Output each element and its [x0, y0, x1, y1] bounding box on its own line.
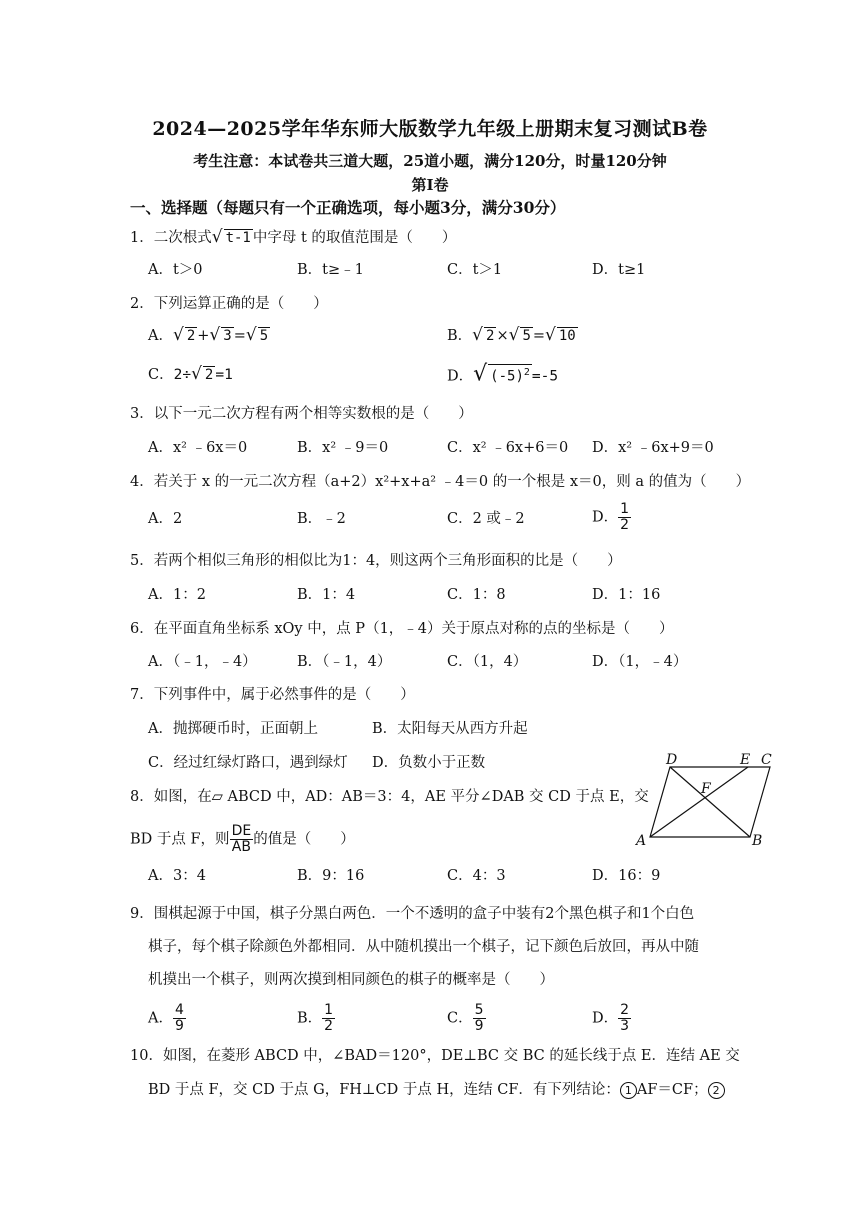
- option-b: B．x² ﹣9＝0: [297, 440, 389, 456]
- question-4: 4．若关于 x 的一元二次方程（a+2）x²+x+a² ﹣4＝0 的一个根是 x＝0，则 a 的值为（ ）: [130, 474, 751, 490]
- circled-number-2: 2: [708, 1082, 725, 1099]
- option-d: D．t≥1: [592, 262, 646, 278]
- option-b: B．﹣2: [297, 511, 346, 527]
- option-d: D．（1，﹣4）: [592, 654, 688, 670]
- option-c: C．2÷√ 2 =1: [148, 364, 233, 384]
- option-c: C．经过红绿灯路口，遇到绿灯: [148, 755, 348, 771]
- option-d: D．1：16: [592, 587, 661, 603]
- question-9-line-2: 棋子，每个棋子除颜色外都相同．从中随机摸出一个棋子，记下颜色后放回，再从中随: [148, 939, 699, 955]
- option-b: B．太阳每天从西方升起: [372, 721, 528, 737]
- question-text: 1．二次根式: [130, 230, 212, 246]
- label-b: B: [752, 833, 763, 849]
- option-a: A．x² ﹣6x＝0: [148, 440, 248, 456]
- option-c: C． $\frac{5}{9}$: [447, 1002, 484, 1034]
- exam-title: 2024—2025学年华东师大版数学九年级上册期末复习测试B卷: [152, 118, 708, 140]
- option-a: A．t＞0: [148, 262, 203, 278]
- circled-number-1: 1: [620, 1082, 637, 1099]
- option-a: A．2: [148, 511, 183, 527]
- option-c: C．（1，4）: [447, 654, 528, 670]
- option-c: C．x² ﹣6x+6＝0: [447, 440, 569, 456]
- question-10-line-1: 10．如图，在菱形 ABCD 中，∠BAD＝120°，DE⊥BC 交 BC 的延长线于点 E．连结 AE 交: [130, 1048, 740, 1064]
- option-d: D．x² ﹣6x+9＝0: [592, 440, 714, 456]
- question-9-line-1: 9．围棋起源于中国，棋子分黑白两色．一个不透明的盒子中装有2个黑色棋子和1个白色: [130, 906, 695, 922]
- option-c: C．4：3: [447, 868, 506, 884]
- label-e: E: [740, 752, 751, 768]
- option-b: B．9：16: [297, 868, 365, 884]
- option-d: D．16：9: [592, 868, 661, 884]
- option-d: D． $\frac{1}{2}$: [592, 501, 630, 533]
- question-text: 中字母 t 的取值范围是（ ）: [252, 230, 457, 246]
- volume-label: 第Ⅰ卷: [411, 176, 449, 194]
- option-c: C．1：8: [447, 587, 506, 603]
- option-d: D．负数小于正数: [372, 755, 486, 771]
- question-9-line-3: 机摸出一个棋子，则两次摸到相同颜色的棋子的概率是（ ）: [148, 972, 554, 988]
- option-a: A．√ 2 +√ 3 =√ 5: [148, 325, 269, 345]
- option-d: D． $\frac{2}{3}$: [592, 1002, 630, 1034]
- question-8-line-1: 8．如图，在▱ ABCD 中，AD：AB＝3：4，AE 平分∠DAB 交 CD 于点 E，交: [130, 789, 649, 805]
- option-b: B．1：4: [297, 587, 356, 603]
- question-6: 6．在平面直角坐标系 xOy 中，点 P（1，﹣4）关于原点对称的点的坐标是（ ）: [130, 621, 674, 637]
- option-b: B． $\frac{1}{2}$: [297, 1002, 334, 1034]
- option-b: B．t≥﹣1: [297, 262, 364, 278]
- option-b: B．（﹣1，4）: [297, 654, 392, 670]
- parallelogram-figure: [630, 750, 780, 850]
- exam-notice: 考生注意：本试卷共三道大题，25道小题，满分120分，时量120分钟: [193, 152, 667, 170]
- option-c: C．t＞1: [447, 262, 503, 278]
- question-7: 7．下列事件中，属于必然事件的是（ ）: [130, 687, 415, 703]
- option-a: A．抛掷硬币时，正面朝上: [148, 721, 318, 737]
- question-10-line-2: BD 于点 F，交 CD 于点 G，FH⊥CD 于点 H，连结 CF．有下列结论： 1 AF＝CF； 2: [148, 1080, 725, 1100]
- option-a: A． $\frac{4}{9}$: [148, 1002, 184, 1034]
- section-heading: 一、选择题（每题只有一个正确选项，每小题3分，满分30分）: [130, 198, 566, 217]
- question-3: 3．以下一元二次方程有两个相等实数根的是（ ）: [130, 406, 473, 422]
- option-c: C．2 或﹣2: [447, 511, 525, 527]
- label-f: F: [701, 781, 711, 797]
- option-b: B．√ 2 ×√ 5 =√ 10: [447, 325, 576, 345]
- radicand: t-1: [225, 230, 251, 246]
- question-8-line-2: BD 于点 F，则 $\frac{DE}{AB}$ 的值是（ ）: [130, 823, 355, 855]
- option-a: A．（﹣1，﹣4）: [148, 654, 257, 670]
- question-1: [130, 227, 456, 248]
- question-5: 5．若两个相似三角形的相似比为1：4，则这两个三角形面积的比是（ ）: [130, 553, 622, 569]
- radical-sign: √: [211, 227, 223, 247]
- label-a: A: [636, 833, 647, 849]
- option-a: A．1：2: [148, 587, 206, 603]
- label-d: D: [666, 752, 678, 768]
- option-a: A．3：4: [148, 868, 206, 884]
- option-d: D．√ $(-5)^2 =-5$: [447, 361, 559, 387]
- label-c: C: [761, 752, 772, 768]
- question-2: 2．下列运算正确的是（ ）: [130, 296, 328, 312]
